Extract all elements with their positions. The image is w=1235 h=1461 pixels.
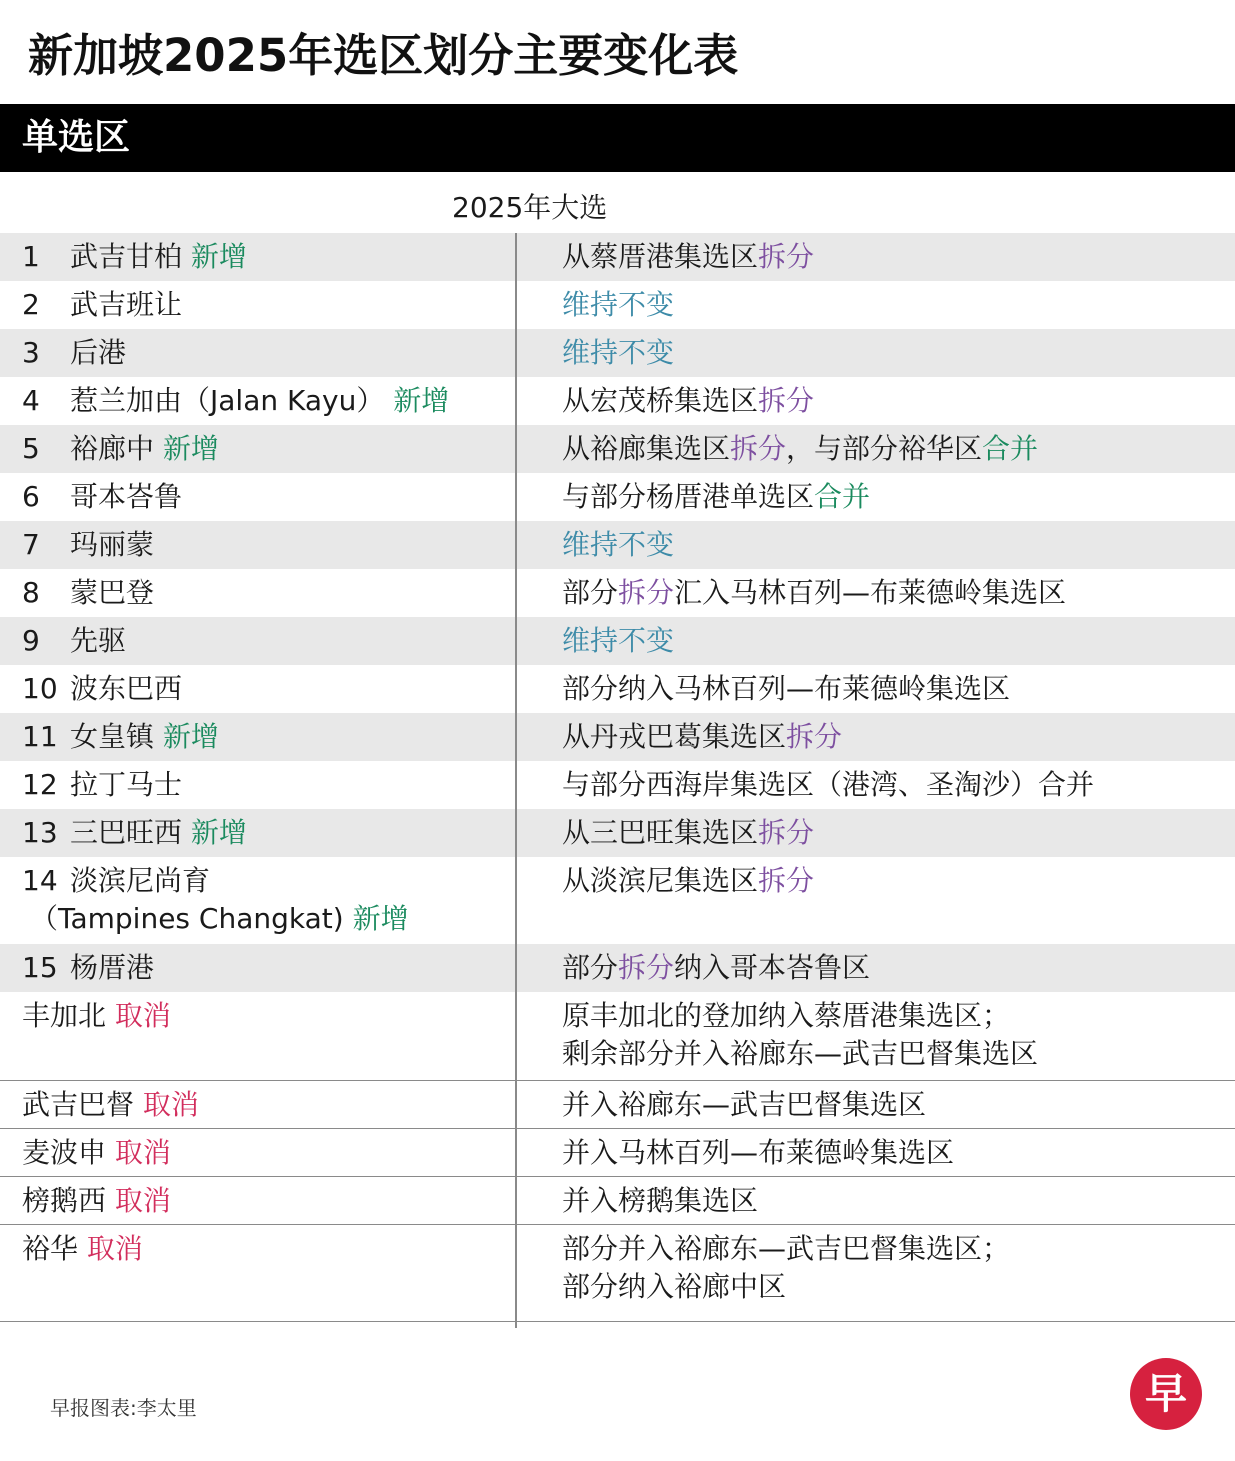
change-description [562,382,814,420]
row-number: 8 [22,576,40,609]
constituency-name-text: 武吉甘柏 [70,240,183,273]
new-tag: 新增 [190,816,247,849]
constituency-name-text: 哥本峇鲁 [70,480,183,513]
table-row [0,713,1235,761]
constituency-name [70,814,247,852]
status-text: 从蔡厝港集选区 [562,240,759,273]
cancel-tag: 取消 [142,1088,199,1121]
constituency-name [22,1134,171,1172]
constituency-name-text: 三巴旺西 [70,816,183,849]
constituency-name-text: 蒙巴登 [70,576,155,609]
constituency-name-text: 麦波申 [22,1136,107,1169]
row-number: 14 [22,864,58,897]
section-title: 单选区 [22,117,131,158]
status-text: 从宏茂桥集选区 [562,384,759,417]
row-number: 11 [22,720,58,753]
constituency-name-text: 拉丁马士 [70,768,183,801]
change-description [562,526,674,564]
table-row [0,857,1235,944]
constituency-name-text: 榜鹅西 [22,1184,107,1217]
status-split-text: 拆分 [758,816,815,849]
table-row [0,617,1235,665]
constituency-name [70,286,182,324]
row-number: 4 [22,384,40,417]
constituency-name-text: 女皇镇 [70,720,155,753]
constituency-name [70,238,247,276]
constituency-name-text: 裕廊中 [70,432,155,465]
change-description [562,1182,758,1220]
status-merge-text: 合并 [982,432,1039,465]
status-split-text: 拆分 [618,951,675,984]
constituency-name-text: 惹兰加由（Jalan Kayu） [70,384,385,417]
credit-text: 早报图表:李太里 [50,1396,197,1420]
table-row [0,521,1235,569]
status-line: 部分纳入裕廊中区 [562,1270,787,1303]
status-text: 汇入马林百列—布莱德岭集选区 [674,576,1067,609]
status-split-text: 拆分 [758,384,815,417]
constituency-name-text: 玛丽蒙 [70,528,155,561]
row-number: 2 [22,288,40,321]
row-number: 5 [22,432,40,465]
status-text: 纳入哥本峇鲁区 [674,951,871,984]
constituency-name-line2 [30,900,409,938]
cancel-tag: 取消 [114,999,171,1032]
constituency-name [70,526,154,564]
change-description [562,622,674,660]
status-text: 部分 [562,951,619,984]
row-number: 12 [22,768,58,801]
cancelled-row [0,1129,1235,1177]
page-title: 新加坡2025年选区划分主要变化表 [28,29,739,82]
status-text: 从丹戎巴葛集选区 [562,720,787,753]
new-tag: 新增 [352,902,409,935]
constituency-name-text: 后港 [70,336,127,369]
table-row [0,329,1235,377]
status-line: 原丰加北的登加纳入蔡厝港集选区； [562,999,1011,1032]
column-divider [515,233,517,1328]
status-line: 并入马林百列—布莱德岭集选区 [562,1136,955,1169]
constituency-name-text: 裕华 [22,1232,79,1265]
cancelled-row [0,1177,1235,1225]
change-description [562,574,1066,612]
constituency-name-english: （Tampines Changkat) [30,902,344,935]
status-line: 剩余部分并入裕廊东—武吉巴督集选区 [562,1037,1039,1070]
constituency-name [22,1182,171,1220]
status-line: 部分并入裕廊东—武吉巴督集选区； [562,1232,1011,1265]
constituency-name-text: 淡滨尼尚育 [70,864,211,897]
constituency-name [70,670,182,708]
constituency-name [70,334,126,372]
constituency-name [22,997,171,1035]
table-row [0,377,1235,425]
status-keep-text: 维持不变 [562,336,675,369]
status-split-text: 拆分 [786,720,843,753]
change-description [562,766,1094,804]
status-keep-text: 维持不变 [562,528,675,561]
change-description [562,1134,954,1172]
row-number: 3 [22,336,40,369]
constituency-name-text: 武吉巴督 [22,1088,135,1121]
change-description [562,238,814,276]
status-text: 从三巴旺集选区 [562,816,759,849]
svg-text:早: 早 [1144,1369,1188,1418]
table-row [0,809,1235,857]
status-keep-text: 维持不变 [562,624,675,657]
row-number: 6 [22,480,40,513]
table-row [0,281,1235,329]
row-number: 9 [22,624,40,657]
constituency-name [70,382,449,420]
status-merge-text: 合并 [814,480,871,513]
row-number: 7 [22,528,40,561]
row-number: 13 [22,816,58,849]
table-row [0,569,1235,617]
new-tag: 新增 [162,432,219,465]
change-description [562,949,870,987]
constituency-table [0,233,1235,1322]
change-description [562,334,674,372]
cancel-tag: 取消 [86,1232,143,1265]
change-description [562,1086,926,1124]
constituency-name [70,622,126,660]
status-line: 并入榜鹅集选区 [562,1184,759,1217]
constituency-name-text: 杨厝港 [70,951,155,984]
change-description [562,718,842,756]
status-split-text: 拆分 [758,864,815,897]
new-tag: 新增 [162,720,219,753]
table-row [0,473,1235,521]
status-keep-text: 维持不变 [562,288,675,321]
constituency-name [70,478,182,516]
constituency-name [22,1086,199,1124]
cancelled-row [0,1225,1235,1322]
constituency-name [70,574,154,612]
new-tag: 新增 [393,384,450,417]
change-description [562,430,1038,468]
table-row [0,761,1235,809]
constituency-name-text: 波东巴西 [70,672,183,705]
status-split-text: 拆分 [758,240,815,273]
change-description [562,670,1010,708]
logo-glyph-icon [1130,1358,1202,1430]
section-header-bar [0,104,1235,172]
constituency-name [70,718,219,756]
constituency-name-text: 武吉班让 [70,288,183,321]
zaobao-logo [1130,1358,1202,1430]
cancel-tag: 取消 [114,1136,171,1169]
new-tag: 新增 [190,240,247,273]
constituency-name-text: 先驱 [70,624,127,657]
constituency-name [22,1230,143,1268]
status-text: ，与部分裕华区 [786,432,983,465]
constituency-name [70,766,182,804]
cancelled-row [0,992,1235,1081]
row-number: 10 [22,672,58,705]
table-row [0,944,1235,992]
constituency-name [70,949,154,987]
change-description [562,862,814,900]
status-text: 从裕廊集选区 [562,432,731,465]
constituency-name-text: 丰加北 [22,999,107,1032]
cancelled-row [0,1081,1235,1129]
row-number: 15 [22,951,58,984]
change-description [562,997,1038,1073]
table-row [0,665,1235,713]
status-text: 部分 [562,576,619,609]
row-number: 1 [22,240,40,273]
status-text: 部分纳入马林百列—布莱德岭集选区 [562,672,1011,705]
status-split-text: 拆分 [730,432,787,465]
table-row [0,233,1235,281]
cancel-tag: 取消 [114,1184,171,1217]
change-description [562,814,814,852]
change-description [562,478,870,516]
status-line: 并入裕廊东—武吉巴督集选区 [562,1088,927,1121]
constituency-name [70,430,219,468]
change-description [562,1230,1010,1306]
change-description [562,286,674,324]
status-split-text: 拆分 [618,576,675,609]
status-text: 与部分杨厝港单选区 [562,480,815,513]
column-header: 2025年大选 [452,191,608,224]
table-row [0,425,1235,473]
status-text: 从淡滨尼集选区 [562,864,759,897]
status-text: 与部分西海岸集选区（港湾、圣淘沙）合并 [562,768,1095,801]
